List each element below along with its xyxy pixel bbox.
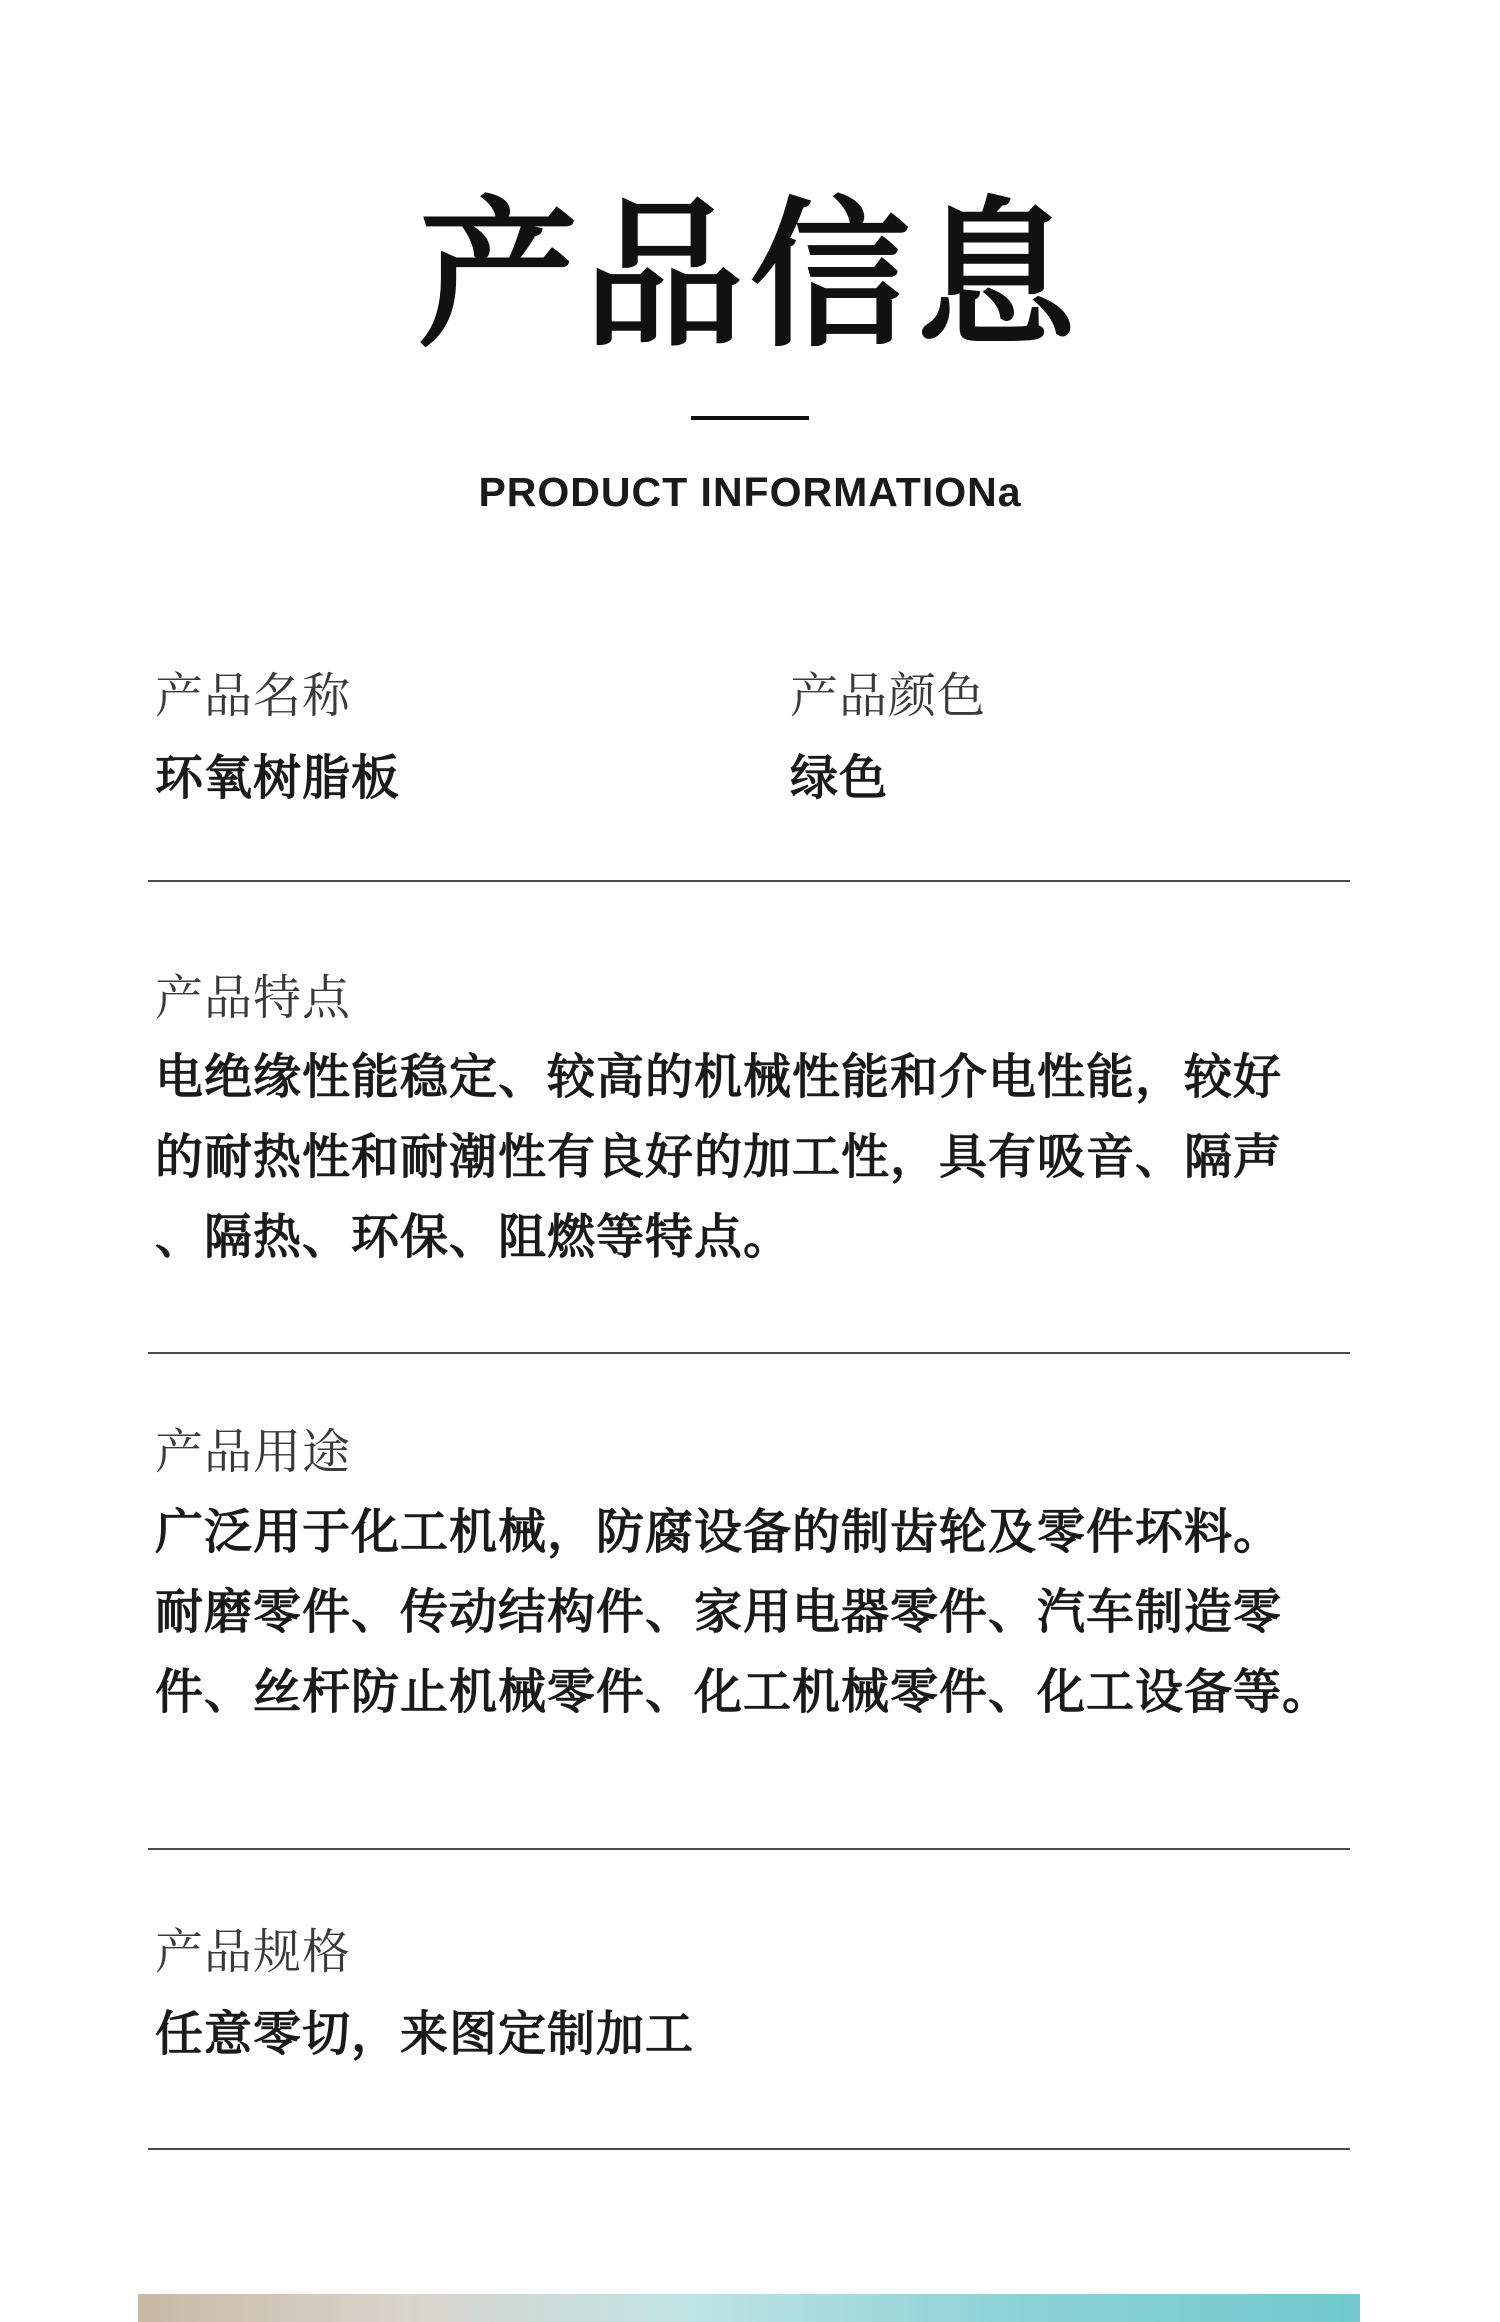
product-color-label: 产品颜色 bbox=[790, 668, 987, 724]
product-color-value: 绿色 bbox=[790, 750, 889, 806]
usage-line: 件、丝杆防止机械零件、化工机械零件、化工设备等。 bbox=[155, 1664, 1332, 1720]
product-usage-label: 产品用途 bbox=[155, 1424, 352, 1480]
features-line: 的耐热性和耐潮性有良好的加工性，具有吸音、隔声 bbox=[155, 1129, 1283, 1185]
usage-line: 耐磨零件、传动结构件、家用电器零件、汽车制造零 bbox=[155, 1584, 1283, 1640]
divider bbox=[148, 1352, 1350, 1354]
page-subtitle: PRODUCT INFORMATIONa bbox=[478, 469, 1022, 515]
bottom-image-strip bbox=[138, 2294, 1360, 2322]
product-usage-text bbox=[155, 1492, 1331, 1732]
product-name-label: 产品名称 bbox=[155, 668, 352, 724]
product-name-value: 环氧树脂板 bbox=[155, 750, 401, 806]
title-underline bbox=[691, 416, 809, 420]
product-spec-label: 产品规格 bbox=[155, 1924, 352, 1980]
features-line: 电绝缘性能稳定、较高的机械性能和介电性能，较好 bbox=[155, 1049, 1283, 1105]
product-features-label: 产品特点 bbox=[155, 970, 352, 1026]
features-line: 、隔热、环保、阻燃等特点。 bbox=[155, 1209, 793, 1265]
usage-line: 广泛用于化工机械，防腐设备的制齿轮及零件坏料。 bbox=[155, 1504, 1283, 1560]
divider bbox=[148, 1848, 1350, 1850]
divider bbox=[148, 880, 1350, 882]
product-features-text bbox=[155, 1037, 1282, 1277]
product-spec-value: 任意零切，来图定制加工 bbox=[155, 2006, 695, 2062]
divider bbox=[148, 2148, 1350, 2150]
page-title: 产品信息 bbox=[417, 182, 1082, 369]
